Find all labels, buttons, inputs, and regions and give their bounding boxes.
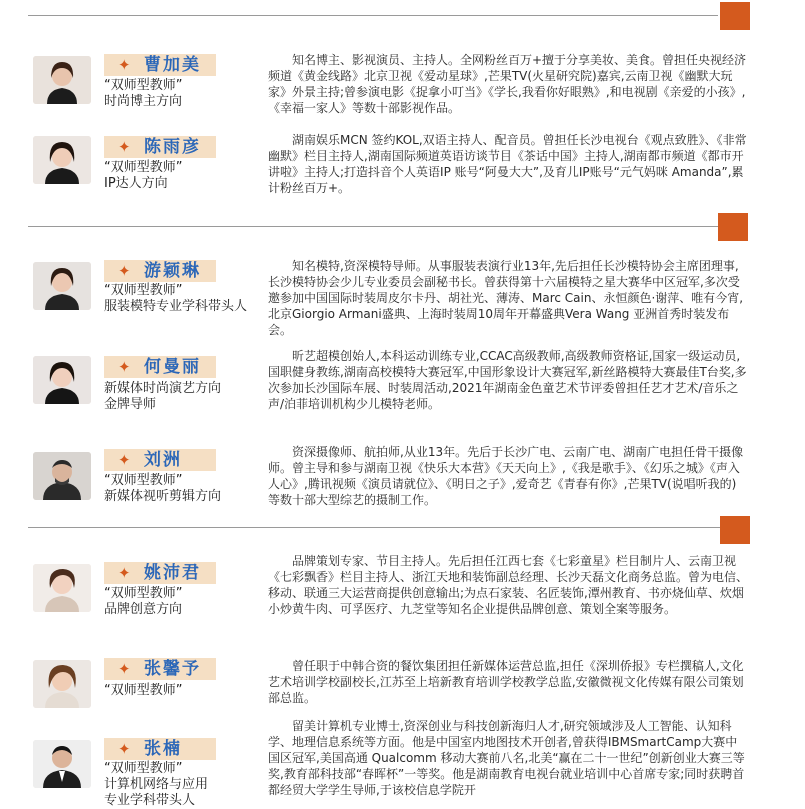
name-badge: [104, 449, 216, 471]
teacher-bio: 湖南娱乐MCN 签约KOL,双语主持人、配音员。曾担任长沙电视台《观点致胜》、《非常幽默》栏目主持人,湖南国际频道英语访谈节目《茶话中国》主持人,湖南都市频道《都市开讲啦》主持人;打造抖音个人英语IP 账号“阿曼大大”,及育儿IP账号“元气妈咪 Amanda”,累计粉丝百万+。: [268, 133, 747, 195]
name-badge: [104, 136, 216, 158]
teacher-entry: [0, 346, 805, 426]
name-badge: [104, 562, 216, 584]
teacher-role: “双师型教师”: [104, 761, 183, 776]
teacher-name: 张楠: [144, 739, 182, 759]
teacher-name: 曹加美: [144, 55, 201, 75]
star-icon: ✦: [118, 56, 131, 74]
teacher-name: 何曼丽: [144, 357, 201, 377]
section-divider-1: [28, 15, 718, 16]
teacher-role: 新媒体时尚演艺方向: [104, 381, 222, 396]
teacher-role: “双师型教师”: [104, 473, 183, 488]
section-marker-1: [720, 2, 750, 30]
teacher-photo: [33, 740, 91, 788]
star-icon: ✦: [118, 262, 131, 280]
teacher-role: IP达人方向: [104, 176, 168, 191]
teacher-entry: [0, 254, 805, 337]
teacher-entry: [0, 718, 805, 808]
name-badge: [104, 356, 216, 378]
teacher-role: “双师型教师”: [104, 586, 183, 601]
teacher-name: 陈雨彦: [144, 137, 201, 157]
teacher-entry: [0, 556, 805, 636]
teacher-photo: [33, 452, 91, 500]
name-badge: [104, 658, 216, 680]
teacher-bio: 留美计算机专业博士,资深创业与科技创新海归人才,研究领域涉及人工智能、认知科学、地理信息系统等方面。他是中国室内地图技术开创者,曾获得IBMSmartCamp大赛中国区冠军,美国高通 Qualcomm 移动大赛前八名,北美“赢在二十一世纪”创新创业大赛三等奖,教育部科技部“春晖杯”一等奖。他是湖南教育电视台就业培训中心首席专家;同时获聘首都经贸大学学生导师,于该校信息学院开: [268, 719, 745, 797]
star-icon: ✦: [118, 660, 131, 678]
teacher-entry: [0, 444, 805, 524]
teacher-bio: 资深摄像师、航拍师,从业13年。先后于长沙广电、云南广电、湖南广电担任骨干摄像师。曾主导和参与湖南卫视《快乐大本营》《天天向上》,《我是歌手》、《幻乐之城》《声入人心》,腾讯视频《演员请就位》、《明日之子》,爱奇艺《青春有你》,芒果TV(说唱听我的)等数十部大型综艺的摄制工作。: [268, 445, 744, 507]
name-badge: [104, 260, 216, 282]
name-badge: [104, 54, 216, 76]
name-badge: [104, 738, 216, 760]
teacher-name: 姚沛君: [144, 563, 201, 583]
section-marker-2: [718, 213, 748, 241]
teacher-entry: [0, 48, 805, 118]
teacher-bio: 曾任职于中韩合资的餐饮集团担任新媒体运营总监,担任《深圳侨报》专栏撰稿人,文化艺术培训学校副校长,江苏至上培新教育培训学校教学总监,安徽微视文化传媒有限公司策划部总监。: [268, 659, 744, 705]
teacher-bio: 知名模特,资深模特导师。从事服装表演行业13年,先后担任长沙模特协会主席团理事,长沙模特协会少儿专业委员会副秘书长。曾获得第十六届模特之星大赛华中区冠军,多次受邀参加中国国际时装周皮尔卡丹、胡社光、薄涛、Marc Cain、永恒颜色·谢萍、唯有今宵,北京Giorgio Armani盛典、上海时装周10周年开幕盛典Vera Wang 亚洲首秀时装发布会。: [268, 259, 744, 337]
star-icon: ✦: [118, 740, 131, 758]
teacher-role: “双师型教师”: [104, 683, 183, 698]
teacher-role: 品牌创意方向: [104, 602, 183, 617]
teacher-role: 服装模特专业学科带头人: [104, 299, 248, 314]
teacher-name: 张馨予: [144, 659, 201, 679]
teacher-entry: [0, 128, 805, 198]
teacher-role: “双师型教师”: [104, 283, 183, 298]
teacher-role: 计算机网络与应用: [104, 777, 209, 792]
teacher-photo: [33, 660, 91, 708]
teacher-name: 刘洲: [144, 450, 182, 470]
teacher-role: 时尚博主方向: [104, 94, 183, 109]
section-divider-3: [28, 527, 720, 528]
star-icon: ✦: [118, 358, 131, 376]
star-icon: ✦: [118, 138, 131, 156]
teacher-photo: [33, 56, 91, 104]
star-icon: ✦: [118, 564, 131, 582]
teacher-photo: [33, 564, 91, 612]
teacher-role: 金牌导师: [104, 397, 157, 412]
teacher-role: “双师型教师”: [104, 78, 183, 93]
teacher-entry: [0, 656, 805, 712]
teacher-name: 游颖琳: [144, 261, 201, 281]
teacher-role: 专业学科带头人: [104, 793, 196, 808]
teacher-role: 新媒体视听剪辑方向: [104, 489, 222, 504]
section-divider-2: [28, 226, 740, 227]
teacher-photo: [33, 136, 91, 184]
teacher-role: “双师型教师”: [104, 160, 183, 175]
teacher-bio: 昕艺超模创始人,本科运动训练专业,CCAC高级教师,高级教师资格证,国家一级运动员,国职健身教练,湖南高校模特大赛冠军,中国形象设计大赛冠军,新丝路模特大赛最佳T台奖,多次参加长沙国际车展、时装周活动,2021年湖南金色童艺术节评委曾担任艺才艺术/音乐之声/泊菲培训机构少儿模特老师。: [268, 349, 747, 411]
teacher-photo: [33, 356, 91, 404]
teacher-bio: 知名博主、影视演员、主持人。全网粉丝百万+擅于分享美妆、美食。曾担任央视经济频道《黄金线路》北京卫视《爱动星球》,芒果TV(火星研究院)嘉宾,云南卫视《幽默大玩家》外景主持;曾参演电影《捉拿小叮当》《学长,我看你好眼熟》,和电视剧《亲爱的小孩》,《幸福一家人》等数十部影视作品。: [268, 53, 747, 115]
star-icon: ✦: [118, 451, 131, 469]
teacher-bio: 品牌策划专家、节目主持人。先后担任江西七套《七彩童星》栏目制片人、云南卫视《七彩飘香》栏目主持人、浙江天地和装饰副总经理、长沙天磊文化商务总监。曾为电信、移动、联通三大运营商提供创意输出;为点石家装、名匠装饰,潭州教育、书亦烧仙草、炊烟小炒黄牛肉、可孚医疗、九芝堂等知名企业提供品牌创意、策划全案等服务。: [268, 554, 749, 616]
teacher-photo: [33, 262, 91, 310]
